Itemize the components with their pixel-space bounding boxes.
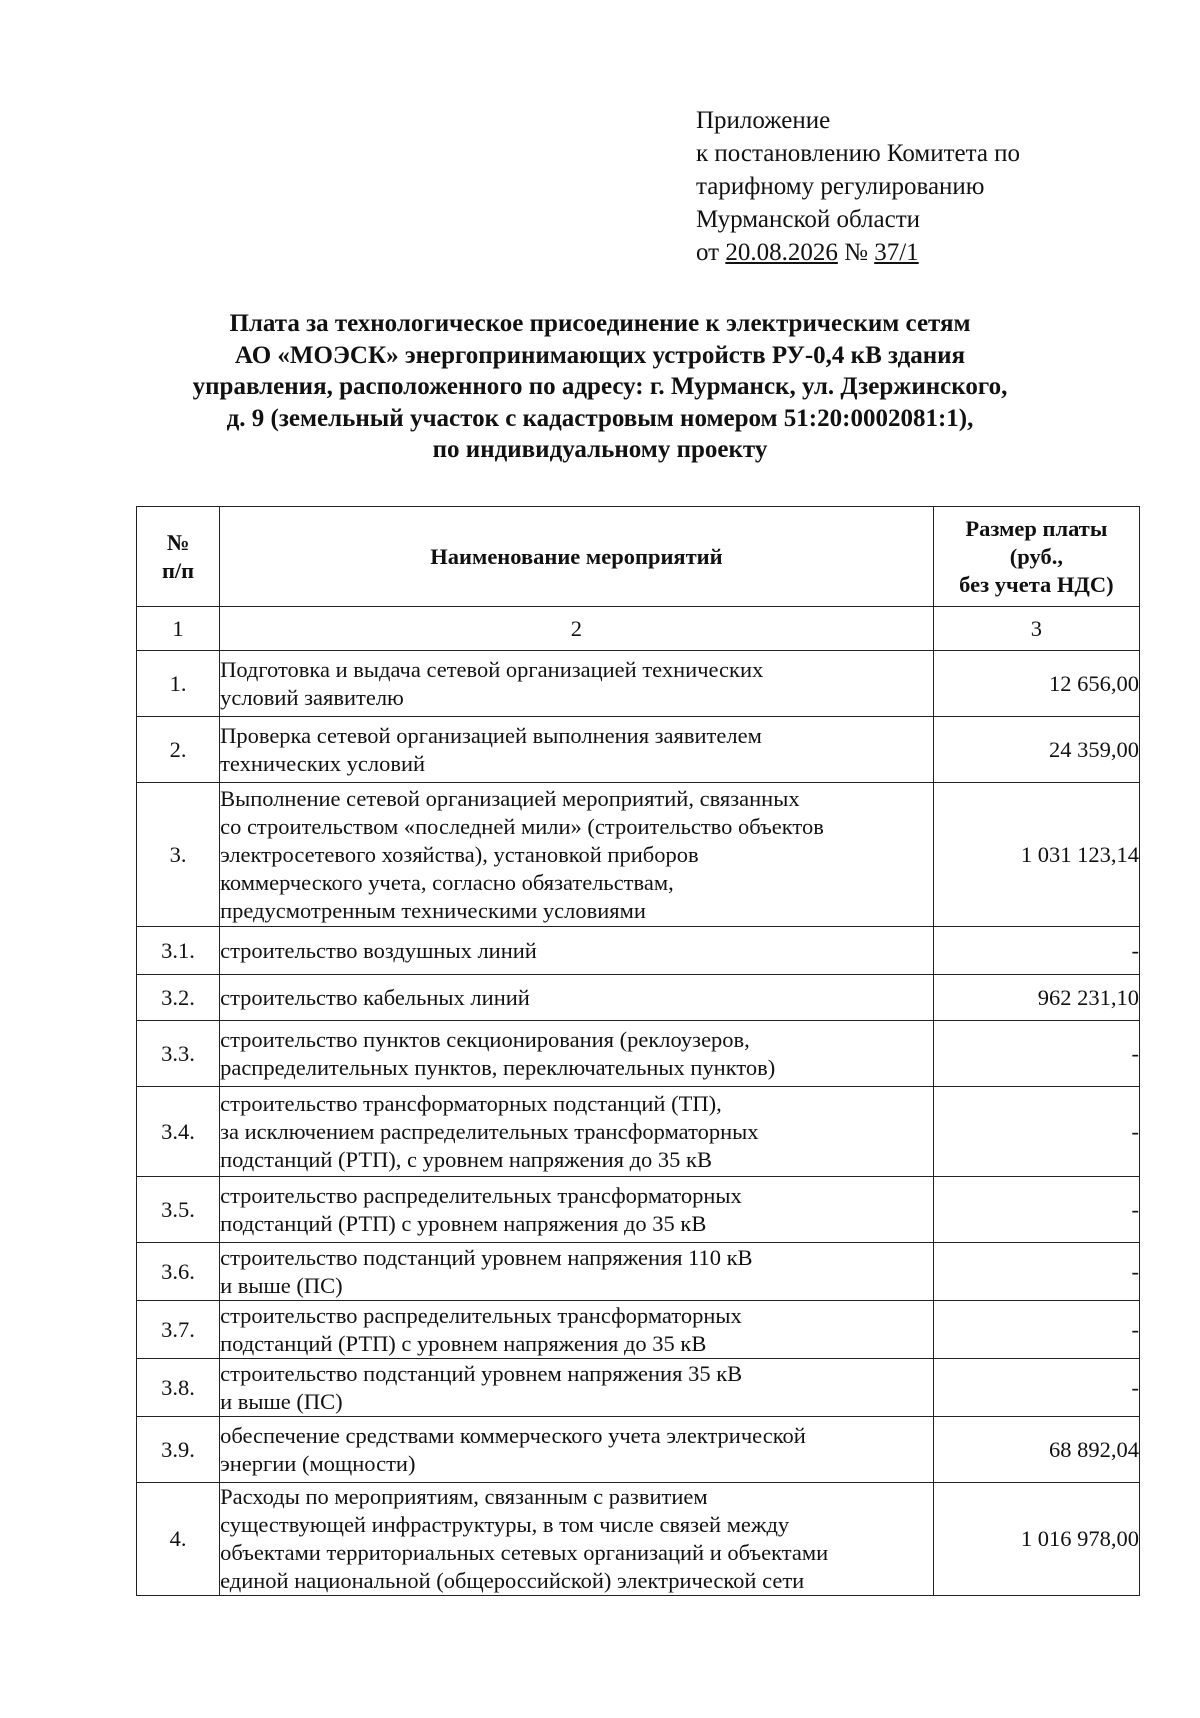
row-name-cell [220, 1243, 934, 1301]
document-title [120, 308, 1080, 466]
appendix-line-1: Приложение [696, 107, 831, 134]
row-name-line: Проверка сетевой организацией выполнения заявителем [220, 722, 762, 748]
row-name-line: строительство подстанций уровнем напряжения 110 кВ [220, 1244, 753, 1270]
row-fee-cell: 12 656,00 [933, 651, 1139, 717]
table-row [137, 651, 1140, 717]
row-number-cell: 3. [137, 783, 220, 927]
row-name-line: условий заявителю [220, 684, 404, 710]
title-line-5: по индивидуальному проекту [432, 436, 768, 463]
row-fee-cell: 962 231,10 [933, 975, 1139, 1021]
row-name-cell [220, 783, 934, 927]
table-row [137, 927, 1140, 975]
row-number-cell: 3.4. [137, 1087, 220, 1177]
row-fee-cell: - [933, 927, 1139, 975]
appendix-line-3: тарифному регулированию [696, 173, 985, 200]
table-row [137, 1483, 1140, 1596]
row-name-line: объектами территориальных сетевых организаций и объектами [220, 1540, 829, 1565]
header-fee-line-1: Размер платы [965, 515, 1108, 541]
table-row [137, 783, 1140, 927]
row-name-cell [220, 927, 934, 975]
row-name-line: строительство пунктов секционирования (реклоузеров, [220, 1026, 750, 1052]
table-row [137, 1301, 1140, 1359]
row-name-line: подстанций (РТП) с уровнем напряжения до 35 кВ [220, 1330, 707, 1356]
header-fee-cell [933, 507, 1139, 607]
table-header-row [137, 507, 1140, 607]
table-row [137, 975, 1140, 1021]
appendix-number: 37/1 [874, 239, 919, 266]
appendix-number-prefix: № [837, 239, 875, 266]
header-number-line-2: п/п [161, 557, 195, 583]
index-cell-2: 2 [220, 607, 934, 651]
row-name-cell [220, 1483, 934, 1596]
table-body [137, 651, 1140, 1596]
table-index-row [137, 607, 1140, 651]
table-row [137, 1417, 1140, 1483]
table-row [137, 1243, 1140, 1301]
appendix-date: 20.08.2026 [725, 239, 838, 266]
appendix-line-4: Мурманской области [696, 206, 921, 233]
row-number-cell: 4. [137, 1483, 220, 1596]
appendix-date-prefix: от [696, 239, 726, 266]
row-name-line: Расходы по мероприятиям, связанным с развитием [220, 1484, 708, 1509]
row-name-line: строительство кабельных линий [220, 984, 530, 1010]
header-name-cell: Наименование мероприятий [220, 507, 934, 607]
row-name-line: строительство воздушных линий [220, 937, 537, 963]
row-name-line: коммерческого учета, согласно обязательствам, [220, 869, 674, 895]
row-number-cell: 3.2. [137, 975, 220, 1021]
appendix-line-2: к постановлению Комитета по [696, 140, 1021, 167]
row-number-cell: 3.1. [137, 927, 220, 975]
row-name-line: строительство трансформаторных подстанций (ТП), [220, 1090, 722, 1116]
row-name-line: электросетевого хозяйства), установкой приборов [220, 841, 699, 867]
header-fee-line-3: без учета НДС) [959, 571, 1114, 597]
row-name-line: предусмотренным техническими условиями [220, 897, 646, 923]
row-name-cell [220, 651, 934, 717]
fees-table [136, 506, 1140, 1596]
appendix-block [696, 104, 1020, 269]
header-number-line-1: № [166, 529, 190, 555]
table-row [137, 1021, 1140, 1087]
row-fee-cell: - [933, 1177, 1139, 1243]
row-name-line: единой национальной (общероссийской) электрической сети [220, 1568, 805, 1593]
row-name-line: подстанций (РТП) с уровнем напряжения до 35 кВ [220, 1210, 707, 1236]
row-name-line: обеспечение средствами коммерческого учета электрической [220, 1422, 806, 1448]
row-name-cell [220, 1021, 934, 1087]
title-line-2: АО «МОЭСК» энергопринимающих устройств РУ-0,4 кВ здания [234, 341, 966, 369]
row-name-cell [220, 975, 934, 1021]
row-name-cell [220, 1301, 934, 1359]
row-name-line: и выше (ПС) [220, 1272, 343, 1298]
title-line-1: Плата за технологическое присоединение к электрическим сетям [229, 310, 971, 337]
row-name-cell [220, 1177, 934, 1243]
row-name-line: подстанций (РТП), с уровнем напряжения до 35 кВ [220, 1146, 712, 1172]
table-row [137, 1359, 1140, 1417]
row-name-cell [220, 1359, 934, 1417]
row-number-cell: 3.9. [137, 1417, 220, 1483]
row-name-line: существующей инфраструктуры, в том числе связей между [220, 1512, 790, 1537]
index-cell-3: 3 [933, 607, 1139, 651]
row-name-line: строительство распределительных трансформаторных [220, 1302, 742, 1328]
row-fee-cell: - [933, 1301, 1139, 1359]
appendix-date-line [696, 236, 1020, 269]
row-fee-cell: - [933, 1243, 1139, 1301]
row-number-cell: 3.5. [137, 1177, 220, 1243]
row-name-line: Выполнение сетевой организацией мероприятий, связанных [220, 785, 800, 811]
row-name-cell [220, 1087, 934, 1177]
row-name-line: за исключением распределительных трансформаторных [220, 1118, 759, 1144]
index-cell-1: 1 [137, 607, 220, 651]
row-number-cell: 3.8. [137, 1359, 220, 1417]
row-name-cell [220, 717, 934, 783]
row-fee-cell: 1 031 123,14 [933, 783, 1139, 927]
row-name-line: Подготовка и выдача сетевой организацией технических [220, 656, 764, 682]
row-number-cell: 3.3. [137, 1021, 220, 1087]
row-name-line: энергии (мощности) [220, 1450, 416, 1476]
row-fee-cell: 68 892,04 [933, 1417, 1139, 1483]
row-name-line: и выше (ПС) [220, 1388, 343, 1414]
row-fee-cell: - [933, 1021, 1139, 1087]
header-number-cell [137, 507, 220, 607]
row-number-cell: 2. [137, 717, 220, 783]
row-fee-cell: - [933, 1087, 1139, 1177]
row-name-line: строительство подстанций уровнем напряжения 35 кВ [220, 1360, 743, 1386]
row-name-line: строительство распределительных трансформаторных [220, 1182, 742, 1208]
table-row [137, 1177, 1140, 1243]
row-fee-cell: 24 359,00 [933, 717, 1139, 783]
row-number-cell: 3.6. [137, 1243, 220, 1301]
row-fee-cell: - [933, 1359, 1139, 1417]
header-fee-line-2: (руб., [1009, 543, 1063, 569]
row-name-line: распределительных пунктов, переключательных пунктов) [220, 1054, 776, 1080]
row-name-cell [220, 1417, 934, 1483]
title-line-3: управления, расположенного по адресу: г. Мурманск, ул. Дзержинского, [192, 373, 1008, 400]
table-row [137, 1087, 1140, 1177]
row-name-line: технических условий [220, 750, 426, 776]
row-number-cell: 3.7. [137, 1301, 220, 1359]
table-row [137, 717, 1140, 783]
row-number-cell: 1. [137, 651, 220, 717]
title-line-4: д. 9 (земельный участок с кадастровым номером 51:20:0002081:1), [226, 404, 974, 432]
row-fee-cell: 1 016 978,00 [933, 1483, 1139, 1596]
row-name-line: со строительством «последней мили» (строительство объектов [220, 813, 824, 839]
